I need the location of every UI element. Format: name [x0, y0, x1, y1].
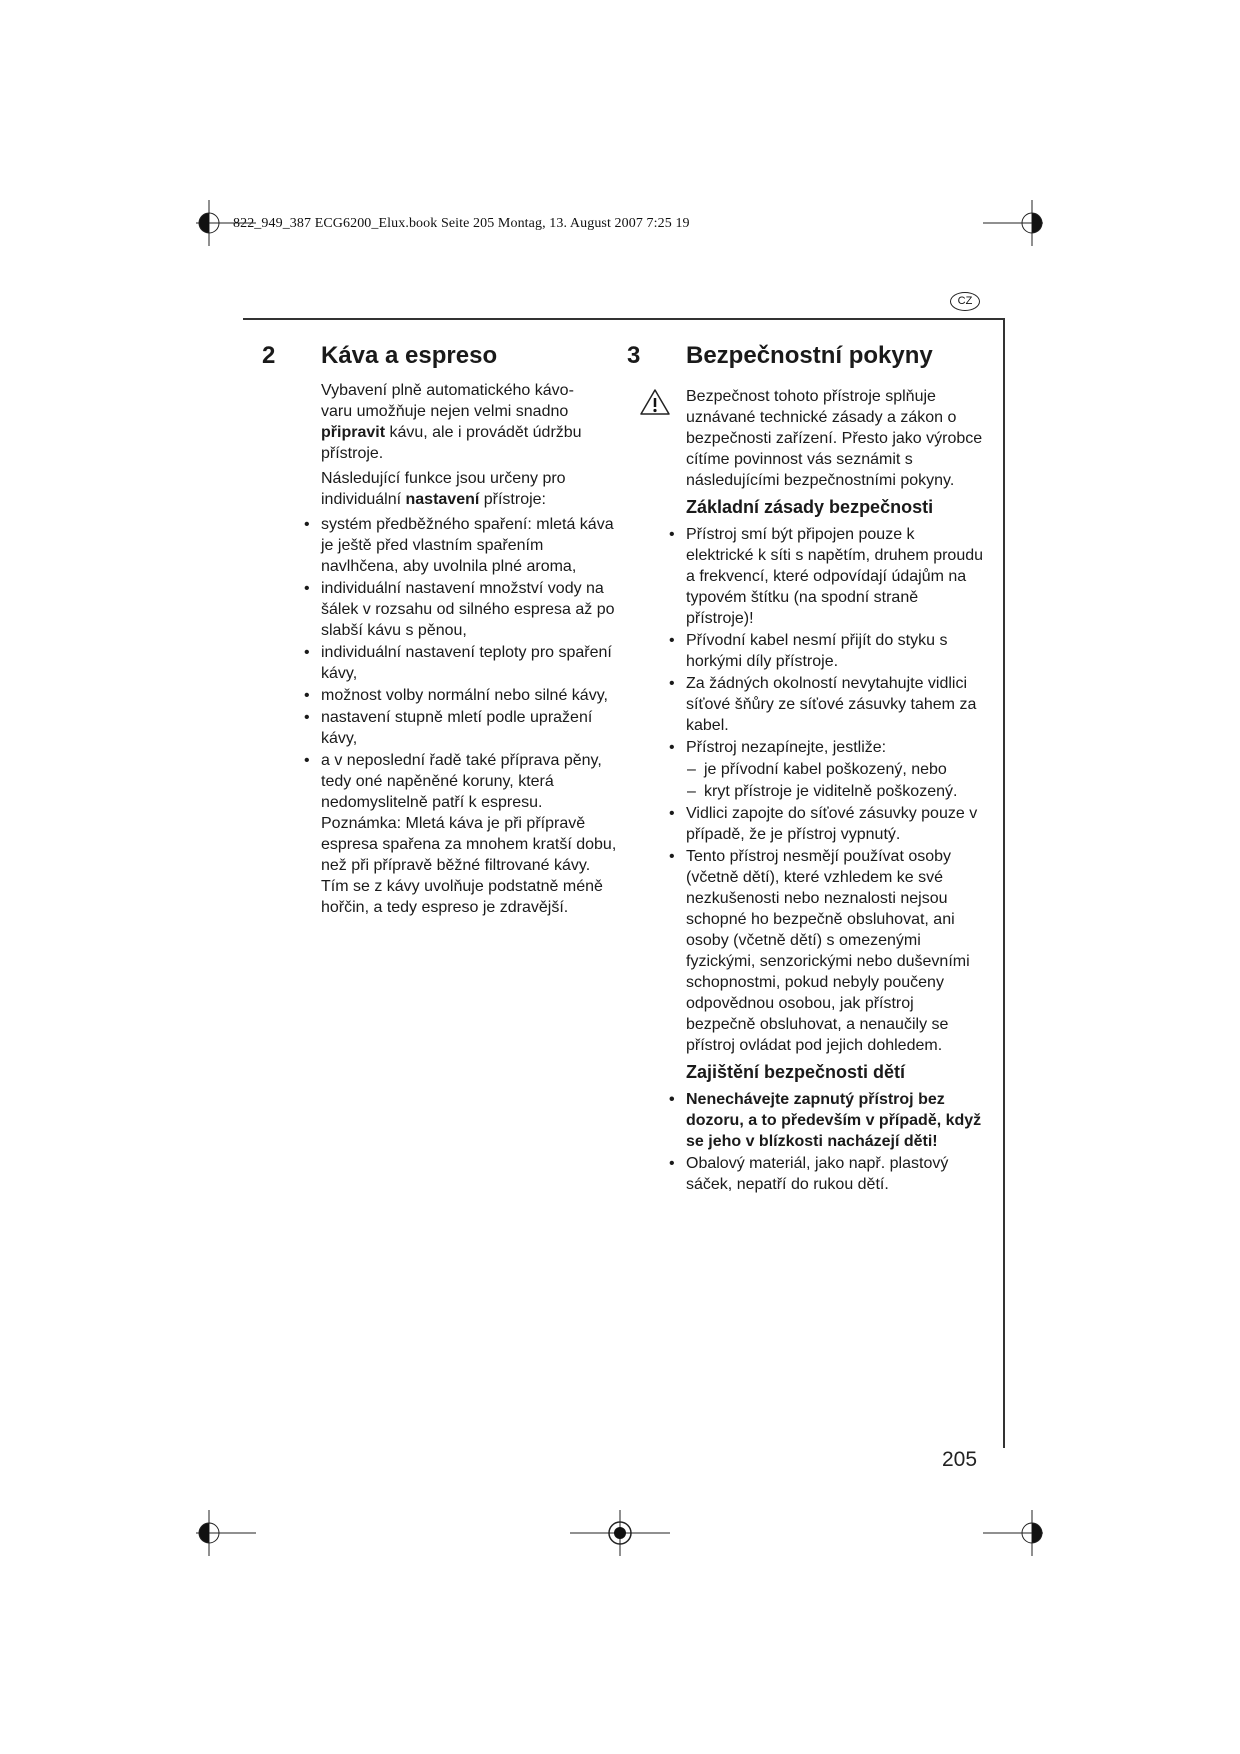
list-item: • Vidlici zapojte do síťové zásuvky pouze v případě, že je přístroj vypnutý.	[686, 803, 986, 845]
dash-item: – kryt přístroje je viditelně poškozený.	[704, 781, 986, 802]
section-3-intro: Bezpečnost tohoto přístroje splňuje uznávané technické zásady a zákon o bezpečnosti zařízení. Přesto jako výrobce cítíme povinnost vás seznámit s následujícími bezpečnostními pokyny.	[686, 388, 983, 489]
section-2-feature-list	[321, 514, 621, 918]
list-item: • Přístroj nezapínejte, jestliže:	[686, 737, 986, 758]
safety-list	[686, 524, 986, 1056]
crop-mark-bottom-right	[983, 1510, 1043, 1556]
dash-item: – je přívodní kabel poškozený, nebo	[704, 759, 986, 780]
section-2-paragraph-2: Následující funkce jsou určeny pro individuální nastavení přístroje:	[321, 470, 566, 508]
list-item: • možnost volby normální nebo silné kávy,	[321, 685, 621, 706]
section-3-body	[686, 386, 986, 1196]
list-item: • Tento přístroj nesmějí používat osoby (včetně dětí), které vzhledem ke své nezkušenosti nebo neznalosti nejsou schopné ho bezpečně obsluhovat, ani osoby (včetně dětí) s omezenými fyzickými, senzorickými nebo duševními schopnostmi, pokud nebyly poučeny odpovědnou osobou, jak přístroj bezpečně obsluhovat, a nenaučily se přístroj ovládat pod jejich dohledem.	[686, 846, 986, 1056]
list-item: • Za žádných okolností nevytahujte vidlici síťové šňůry ze síťové zásuvky tahem za kabel.	[686, 673, 986, 736]
list-item: • Přístroj smí být připojen pouze k elektrické k síti s napětím, druhem proudu a frekvencí, které odpovídají údajům na typovém štítku (na spodní straně přístroje)!	[686, 524, 986, 629]
subheading-child-safety: Zajištění bezpečnosti dětí	[686, 1062, 906, 1082]
crop-mark-bottom-center	[570, 1510, 670, 1556]
list-item: • individuální nastavení teploty pro spaření kávy,	[321, 642, 621, 684]
crop-mark-bottom-left	[196, 1510, 266, 1556]
section-3-number: 3	[627, 342, 641, 369]
print-header: 822_949_387 ECG6200_Elux.book Seite 205 Montag, 13. August 2007 7:25 19	[233, 216, 690, 231]
language-badge: CZ	[950, 292, 980, 311]
section-2-title: Káva a espreso	[321, 342, 498, 369]
crop-mark-top-right	[983, 200, 1043, 246]
top-rule	[243, 318, 1005, 320]
list-item: • nastavení stupně mletí podle upražení kávy,	[321, 707, 621, 749]
list-item: • individuální nastavení množství vody na šálek v rozsahu od silného espresa až po slabší kávu s pěnou,	[321, 578, 621, 641]
section-2-body	[321, 380, 621, 919]
warning-triangle-icon	[639, 388, 671, 416]
section-3-title: Bezpečnostní pokyny	[686, 342, 933, 369]
right-rule	[1003, 318, 1005, 1448]
list-item: • Obalový materiál, jako např. plastový sáček, nepatří do rukou dětí.	[686, 1153, 986, 1195]
list-item: • Přívodní kabel nesmí přijít do styku s horkými díly přístroje.	[686, 630, 986, 672]
section-2-number: 2	[262, 342, 276, 369]
page-number: 205	[942, 1448, 978, 1471]
list-item-bold: • Nenechávejte zapnutý přístroj bez dozoru, a to především v případě, když se jeho v blízkosti nacházejí děti!	[686, 1089, 986, 1152]
list-item: • systém předběžného spaření: mletá káva je ještě před vlastním spařením navlhčena, aby uvolnila plné aroma,	[321, 514, 621, 577]
child-safety-list	[686, 1089, 986, 1195]
section-2-intro: Vybavení plně automatického kávo- varu umožňuje nejen velmi snadno připravit kávu, ale i provádět údržbu přístroje.	[321, 382, 582, 462]
subheading-basic-safety: Základní zásady bezpečnosti	[686, 497, 934, 517]
list-item: • a v neposlední řadě také příprava pěny, tedy oné napěněné koruny, která nedomyslitelně patří k espresu. Poznámka: Mletá káva je při přípravě espresa spařena za mnohem kratší dobu, než při přípravě běžné filtrované kávy. Tím se z kávy uvolňuje podstatně méně hořčin, a tedy espreso je zdravější.	[321, 750, 621, 918]
